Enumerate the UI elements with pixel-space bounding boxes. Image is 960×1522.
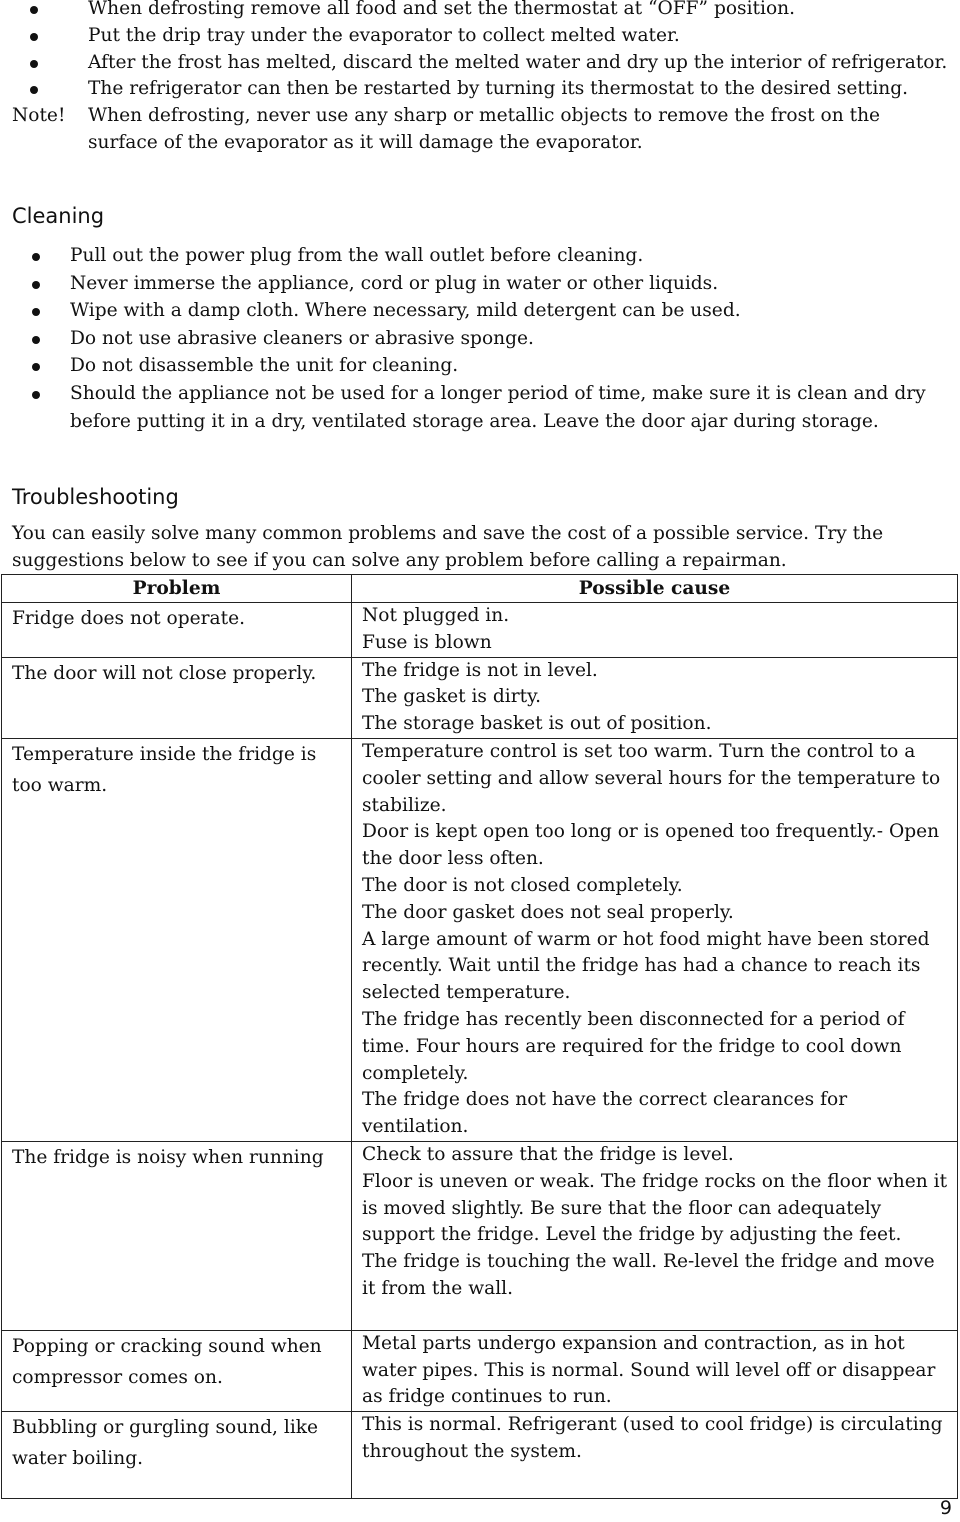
list-item <box>0 270 950 298</box>
list-item <box>0 242 950 270</box>
bullet-icon <box>32 391 40 399</box>
problem-cell: Temperature inside the fridge is too warm. <box>2 738 352 1141</box>
table-row <box>2 603 958 658</box>
problem-cell: The fridge is noisy when running <box>2 1141 352 1330</box>
list-item <box>0 380 950 435</box>
list-item-text: When defrosting remove all food and set the thermostat at “OFF” position. <box>88 0 796 19</box>
problem-cell: Popping or cracking sound when compressor comes on. <box>2 1330 352 1411</box>
list-item-text: Wipe with a damp cloth. Where necessary, mild detergent can be used. <box>70 300 741 322</box>
page-number: 9 <box>939 1497 952 1519</box>
list-item <box>0 352 950 380</box>
cause-cell <box>352 1412 958 1499</box>
bullet-icon <box>32 308 40 316</box>
cause-line: This is normal. Refrigerant (used to cool fridge) is circulating throughout the system. <box>362 1414 943 1462</box>
bullet-icon <box>30 86 38 94</box>
table-row <box>2 738 958 1141</box>
bullet-icon <box>32 253 40 261</box>
list-item <box>0 325 950 353</box>
troubleshooting-table <box>1 574 958 1499</box>
cause-line: The fridge does not have the correct clearances for ventilation. <box>362 1089 848 1138</box>
list-item <box>0 50 950 77</box>
bullet-icon <box>32 281 40 289</box>
cause-line: The fridge is touching the wall. Re-level the fridge and move it from the wall. <box>362 1251 935 1299</box>
list-item-text: The refrigerator can then be restarted by turning its thermostat to the desired setting. <box>88 78 909 100</box>
note-label: Note! <box>12 105 66 127</box>
cause-line: Door is kept open too long or is opened too frequently.- Open the door less often. <box>362 821 940 870</box>
bullet-icon <box>30 6 38 14</box>
problem-cell: The door will not close properly. <box>2 657 352 738</box>
list-item <box>0 0 950 23</box>
cleaning-list <box>0 242 950 435</box>
cause-line: The fridge is not in level. <box>362 659 598 681</box>
cause-line: Fuse is blown <box>362 631 492 653</box>
list-item <box>0 297 950 325</box>
list-item-text: Never immerse the appliance, cord or plug in water or other liquids. <box>70 272 719 294</box>
problem-cell: Fridge does not operate. <box>2 603 352 658</box>
list-item-text: Do not disassemble the unit for cleaning. <box>70 355 459 377</box>
cause-cell <box>352 738 958 1141</box>
cause-line: The gasket is dirty. <box>362 686 542 708</box>
table-row <box>2 1412 958 1499</box>
cause-line: Temperature control is set too warm. Turn the control to a cooler setting and allow several hours for the temperature to stabilize. <box>362 740 941 816</box>
list-item-text: After the frost has melted, discard the melted water and dry up the interior of refrigerator. <box>88 51 948 73</box>
bullet-icon <box>30 60 38 68</box>
cause-line: A large amount of warm or hot food might have been stored recently. Wait until the fridge has had a chance to reach its selected temperature. <box>362 928 930 1004</box>
column-header-cause: Possible cause <box>352 575 958 603</box>
cause-cell <box>352 657 958 738</box>
cause-line: Floor is uneven or weak. The fridge rocks on the floor when it is moved slightly. Be sure that the floor can adequately support the fridge. Level the fridge by adjusting the feet. <box>362 1170 948 1246</box>
list-item <box>0 76 950 103</box>
cause-line: The door is not closed completely. <box>362 874 683 896</box>
bullet-icon <box>32 336 40 344</box>
list-item-text: Should the appliance not be used for a longer period of time, make sure it is clean and dry before putting it in a dry, ventilated storage area. Leave the door ajar during storage. <box>70 382 926 432</box>
bullet-icon <box>32 363 40 371</box>
table-header-row <box>2 575 958 603</box>
table-row <box>2 1330 958 1411</box>
list-item-text: Put the drip tray under the evaporator to collect melted water. <box>88 24 680 46</box>
cause-cell <box>352 603 958 658</box>
troubleshooting-heading: Troubleshooting <box>12 485 179 509</box>
cause-cell <box>352 1330 958 1411</box>
column-header-problem: Problem <box>2 575 352 603</box>
cause-line: The storage basket is out of position. <box>362 713 712 735</box>
cause-line: Not plugged in. <box>362 605 510 626</box>
list-item-text: Do not use abrasive cleaners or abrasive sponge. <box>70 327 534 349</box>
table-row <box>2 657 958 738</box>
cause-cell <box>352 1141 958 1330</box>
defrosting-list <box>0 0 950 157</box>
cause-line: The door gasket does not seal properly. <box>362 901 734 923</box>
cause-line: Check to assure that the fridge is level. <box>362 1143 734 1165</box>
troubleshooting-intro: You can easily solve many common problems and save the cost of a possible service. Try the suggestions below to see if you can solve any problem before calling a repairman. <box>12 523 884 571</box>
note-text: When defrosting, never use any sharp or metallic objects to remove the frost on the surface of the evaporator as it will damage the evaporator. <box>88 105 881 153</box>
note <box>0 103 950 157</box>
bullet-icon <box>30 33 38 41</box>
list-item-text: Pull out the power plug from the wall outlet before cleaning. <box>70 245 644 266</box>
list-item <box>0 23 950 50</box>
table-row <box>2 1141 958 1330</box>
cleaning-heading: Cleaning <box>12 204 105 228</box>
problem-cell: Bubbling or gurgling sound, like water boiling. <box>2 1412 352 1499</box>
cause-line: The fridge has recently been disconnected for a period of time. Four hours are required for the fridge to cool down completely. <box>362 1008 905 1084</box>
cause-line: Metal parts undergo expansion and contraction, as in hot water pipes. This is normal. Sound will level off or disappear as fridge continues to run. <box>362 1332 936 1408</box>
